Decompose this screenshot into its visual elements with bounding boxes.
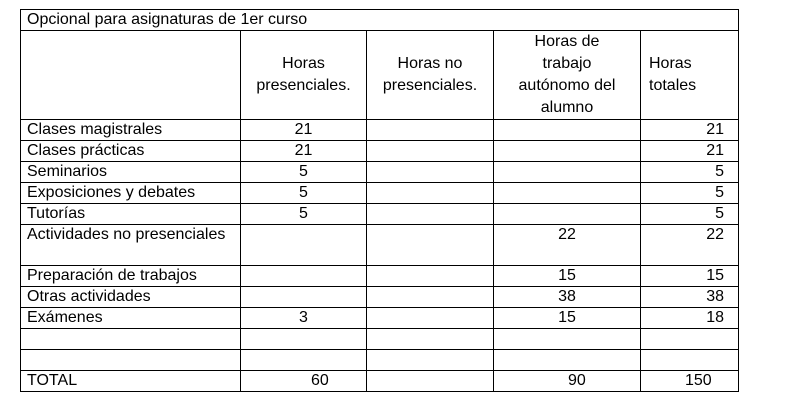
cell-autonomo: 38 (494, 287, 641, 308)
table-row (21, 162, 739, 183)
cell-presenciales: 5 (241, 204, 367, 225)
cell-presenciales (241, 287, 367, 308)
table-row (21, 204, 739, 225)
cell-autonomo (494, 141, 641, 162)
cell-presenciales (241, 225, 367, 266)
table-row (21, 266, 739, 287)
title-row (21, 10, 739, 31)
table-row (21, 120, 739, 141)
cell-presenciales: 3 (241, 308, 367, 329)
cell-totales: 5 (641, 183, 739, 204)
total-row (21, 371, 739, 392)
cell-label: Clases prácticas (21, 141, 241, 162)
cell-autonomo: 22 (494, 225, 641, 266)
cell-presenciales (241, 266, 367, 287)
cell-autonomo (494, 120, 641, 141)
cell-totales: 21 (641, 120, 739, 141)
total-autonomo: 90 (494, 371, 641, 392)
table-title: Opcional para asignaturas de 1er curso (21, 10, 739, 31)
cell-no-presenciales (367, 183, 494, 204)
total-no-presenciales (367, 371, 494, 392)
cell-no-presenciales (367, 287, 494, 308)
cell-totales: 18 (641, 308, 739, 329)
empty-row (21, 350, 739, 371)
cell-label: Preparación de trabajos (21, 266, 241, 287)
cell-label: Exposiciones y debates (21, 183, 241, 204)
header-no-presenciales: Horas no presenciales. (367, 31, 494, 120)
empty-row (21, 329, 739, 350)
cell-no-presenciales (367, 308, 494, 329)
table-row (21, 183, 739, 204)
cell-presenciales: 21 (241, 120, 367, 141)
hours-table (20, 9, 739, 392)
cell-label: Otras actividades (21, 287, 241, 308)
table-row (21, 225, 739, 266)
cell-presenciales: 5 (241, 162, 367, 183)
header-presenciales: Horas presenciales. (241, 31, 367, 120)
total-label: TOTAL (21, 371, 241, 392)
cell-label: Actividades no presenciales (21, 225, 241, 266)
cell-totales: 22 (641, 225, 739, 266)
table-row (21, 141, 739, 162)
cell-no-presenciales (367, 141, 494, 162)
cell-no-presenciales (367, 204, 494, 225)
cell-totales: 21 (641, 141, 739, 162)
cell-label: Seminarios (21, 162, 241, 183)
cell-label: Tutorías (21, 204, 241, 225)
header-row (21, 31, 739, 120)
table-row (21, 308, 739, 329)
cell-autonomo (494, 204, 641, 225)
cell-autonomo (494, 183, 641, 204)
cell-autonomo: 15 (494, 308, 641, 329)
cell-presenciales: 21 (241, 141, 367, 162)
cell-autonomo: 15 (494, 266, 641, 287)
cell-label: Exámenes (21, 308, 241, 329)
cell-totales: 5 (641, 162, 739, 183)
cell-no-presenciales (367, 225, 494, 266)
cell-presenciales: 5 (241, 183, 367, 204)
cell-totales: 15 (641, 266, 739, 287)
total-presenciales: 60 (241, 371, 367, 392)
cell-no-presenciales (367, 162, 494, 183)
cell-totales: 38 (641, 287, 739, 308)
cell-autonomo (494, 162, 641, 183)
header-empty-cell (21, 31, 241, 120)
table-row (21, 287, 739, 308)
header-autonomo: Horas de trabajo autónomo del alumno (494, 31, 641, 120)
cell-totales: 5 (641, 204, 739, 225)
cell-no-presenciales (367, 266, 494, 287)
cell-no-presenciales (367, 120, 494, 141)
header-totales: Horas totales (641, 31, 739, 120)
cell-label: Clases magistrales (21, 120, 241, 141)
total-totales: 150 (641, 371, 739, 392)
